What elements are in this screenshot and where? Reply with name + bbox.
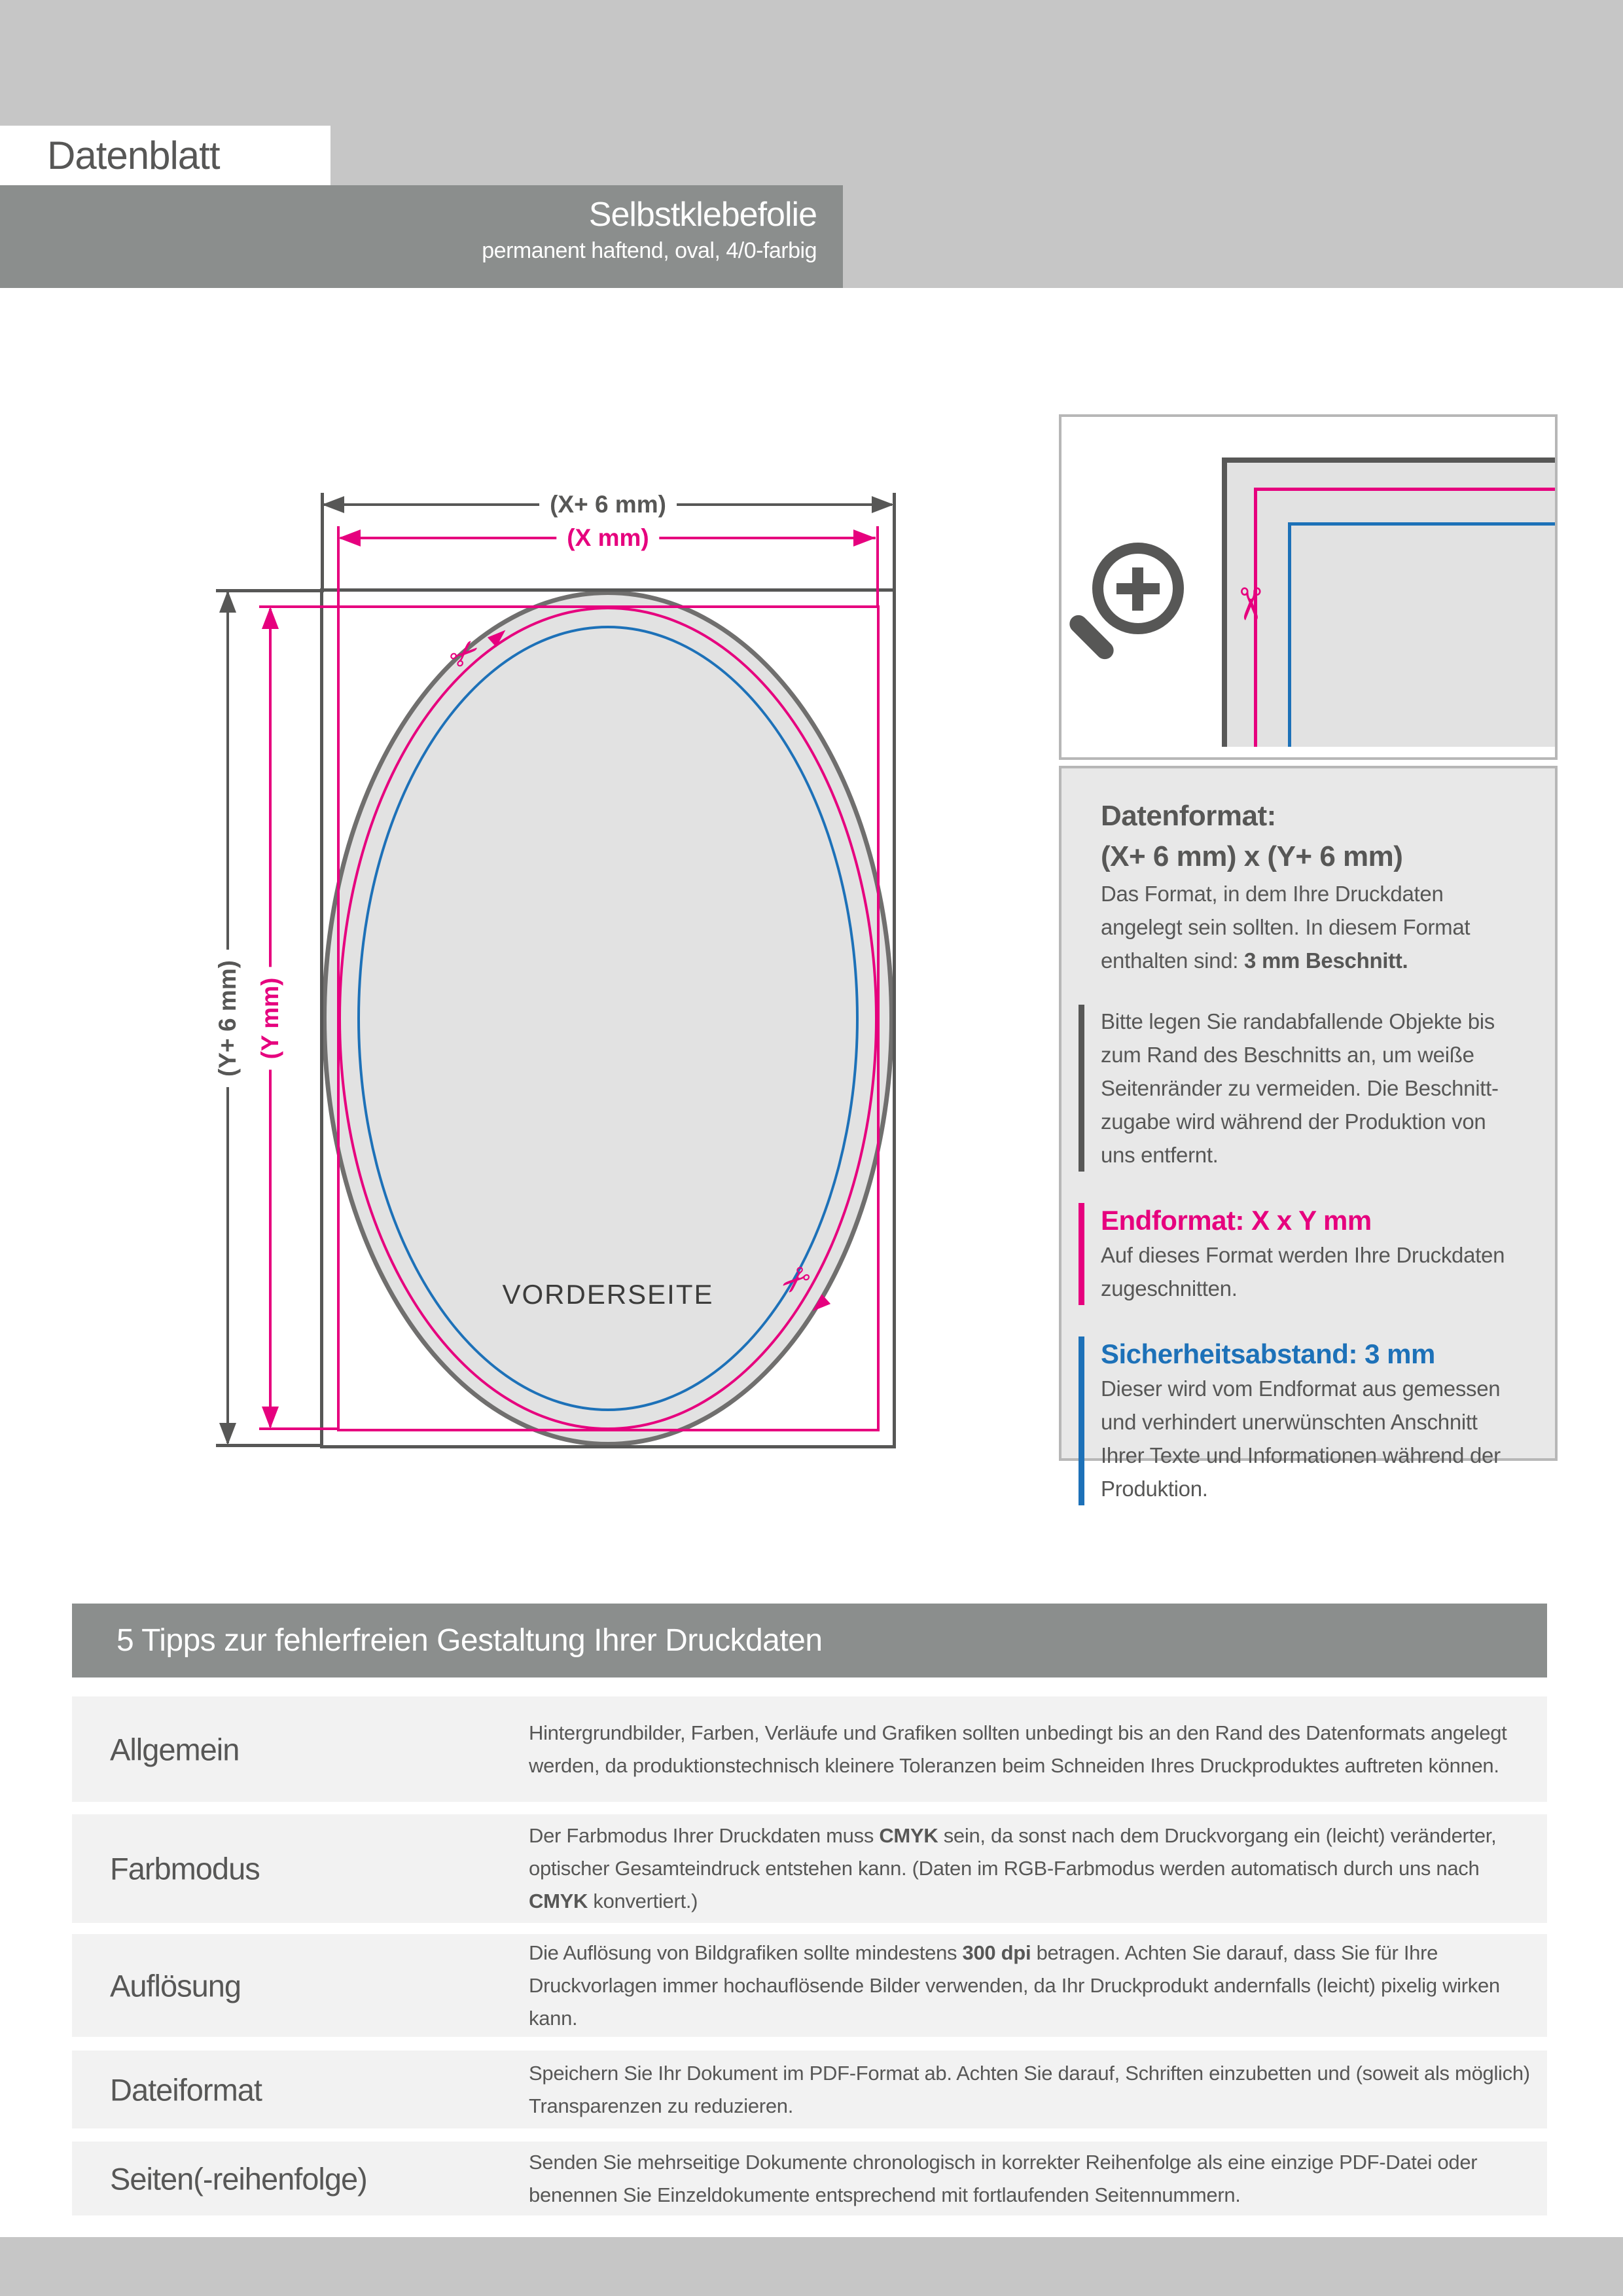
tip-row-aufloesung (72, 1934, 1547, 2037)
arrowhead-right-icon (872, 496, 894, 513)
tip-row-text: Speichern Sie Ihr Dokument im PDF-Format ab. Achten Sie darauf, Schriften einzubetten und (soweit als möglich) Transparenzen zu reduzieren. (529, 2061, 1530, 2117)
scissors-icon: ✂ (440, 628, 490, 679)
bleed-amount-bold: 3 mm Beschnitt. (1244, 948, 1408, 973)
endformat-title: Endformat: X x Y mm (1101, 1205, 1372, 1236)
product-header-band (0, 185, 843, 288)
tip-row-label: Seiten(-reihenfolge) (110, 2161, 367, 2196)
dim-ext-y-outer-top (216, 589, 322, 592)
dim-ext-y-inner-bottom (259, 1427, 338, 1430)
tip-row-text: Der Farbmodus Ihrer Druckdaten muss CMYK sein, da sonst nach dem Druckvorgang ein (leicht) veränderter, optischer Gesamteindruck entstehen kann. (Daten im RGB-Farbmodus werden automatisch durch uns nach CMYK konvertiert.) (529, 1824, 1497, 1912)
tip-row-label: Farbmodus (110, 1851, 260, 1886)
arrowhead-down-icon (262, 1407, 279, 1429)
tip-row-label: Auflösung (110, 1968, 241, 2003)
tips-banner: 5 Tipps zur fehlerfreien Gestaltung Ihrer Druckdaten (72, 1604, 1547, 1677)
datenformat-formula: (X+ 6 mm) x (Y+ 6 mm) (1101, 840, 1403, 872)
scissors-icon: ✂ (770, 1254, 820, 1305)
product-subtitle: permanent haftend, oval, 4/0-farbig (482, 238, 817, 263)
product-title: Selbstklebefolie (588, 196, 817, 234)
scissors-icon: ✂ (1223, 585, 1275, 623)
dim-ext-y-outer-bottom (216, 1444, 322, 1447)
tip-row-farbmodus (72, 1814, 1547, 1923)
arrowhead-up-icon (219, 590, 236, 613)
safety-corner-detail (1288, 522, 1555, 747)
dim-label-y-inner: (Y mm) (255, 967, 285, 1070)
tip-row-text: Die Auflösung von Bildgrafiken sollte mindestens 300 dpi betragen. Achten Sie darauf, dass Sie für Ihre Druckvorlagen immer hochauflösende Bilder verwenden, da Ihr Druckprodukt andernfalls (leicht) pixelig wirken kann. (529, 1941, 1500, 2030)
dim-ext-x-inner-left (337, 526, 340, 605)
datenblatt-label: Datenblatt (47, 134, 220, 177)
datenblatt-corner-box (0, 126, 330, 187)
magnifier-plus-icon (1132, 567, 1143, 611)
dim-label-x-outer: (X+ 6 mm) (539, 490, 677, 520)
dim-label-x-inner: (X mm) (556, 523, 659, 553)
dim-ext-x-outer-left (321, 493, 324, 592)
bleed-note: Bitte legen Sie randabfallende Objekte bis zum Rand des Beschnitts an, um weiße Seitenränder zu vermeiden. Die Beschnitt-zugabe wird während der Produktion von uns entfernt. (1079, 1005, 1521, 1172)
tip-row-label: Allgemein (110, 1732, 240, 1767)
safety-block (1079, 1336, 1521, 1505)
endformat-text: Auf dieses Format werden Ihre Druckdaten zugeschnitten. (1101, 1243, 1505, 1300)
dim-label-y-outer: (Y+ 6 mm) (213, 950, 243, 1087)
front-side-label: VORDERSEITE (502, 1279, 714, 1310)
tip-row-text: Hintergrundbilder, Farben, Verläufe und Grafiken sollten unbedingt bis an den Rand des Datenformats angelegt werden, da produktionstechnisch kleinere Toleranzen beim Schneiden Ihres Druckproduktes auftreten können. (529, 1721, 1507, 1777)
footer-background-band (0, 2237, 1623, 2296)
arrowhead-right-icon (853, 529, 876, 547)
safety-title: Sicherheitsabstand: 3 mm (1101, 1338, 1435, 1369)
dim-ext-x-inner-right (876, 526, 879, 605)
endformat-block (1079, 1203, 1521, 1305)
corner-zoom-detail-box (1059, 414, 1558, 760)
format-info-panel (1059, 766, 1558, 1501)
arrowhead-up-icon (262, 607, 279, 629)
dim-ext-y-inner-top (259, 605, 338, 608)
dim-ext-x-outer-right (893, 493, 896, 592)
tip-row-text: Senden Sie mehrseitige Dokumente chronologisch in korrekter Reihenfolge als eine einzige PDF-Datei oder benennen Sie Einzeldokumente entsprechend mit fortlaufenden Seitennummern. (529, 2150, 1478, 2206)
tip-row-seitenreihenfolge (72, 2142, 1547, 2215)
datenformat-title: Datenformat: (1101, 800, 1276, 832)
tip-row-allgemein (72, 1696, 1547, 1802)
tip-row-label: Dateiformat (110, 2072, 262, 2107)
safety-text: Dieser wird vom Endformat aus gemessen und verhindert unerwünschten Anschnitt Ihrer Texte und Informationen während der Produktion. (1101, 1376, 1501, 1501)
datenformat-text: Das Format, in dem Ihre Druckdaten angelegt sein sollten. In diesem Format enthalten sind: 3 mm Beschnitt. (1101, 882, 1471, 973)
tip-row-dateiformat (72, 2051, 1547, 2128)
arrowhead-left-icon (322, 496, 344, 513)
arrowhead-left-icon (338, 529, 361, 547)
arrowhead-down-icon (219, 1423, 236, 1445)
